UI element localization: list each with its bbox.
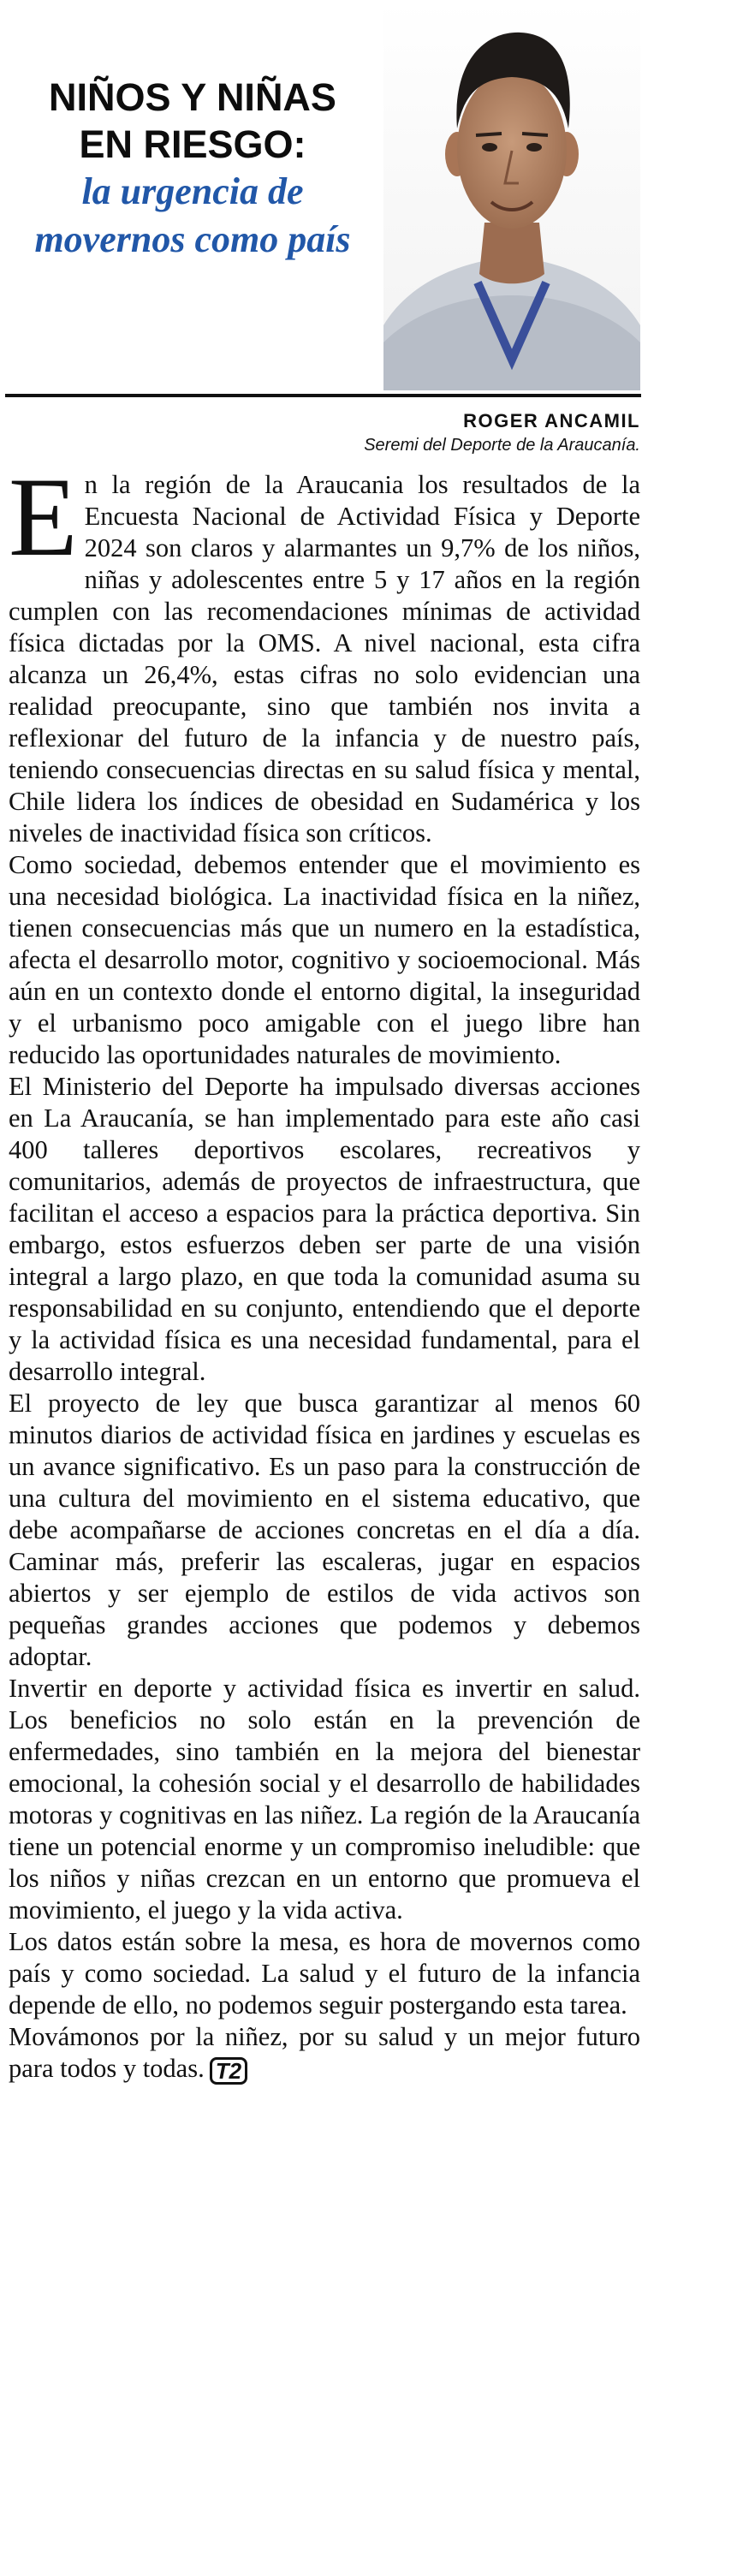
- paragraph-5: Invertir en deporte y actividad física es invertir en salud. Los beneficios no solo están en la prevención de enfermedades, sino también en la mejora del bienestar emocional, la cohesión social y el desarrollo de habilidades motoras y cognitivas en las niñez. La región de la Araucanía tiene un potencial enorme y un compromiso ineludible: que los niños y niñas crezcan en un entorno que promueva el movimiento, el juego y la vida activa.: [9, 1674, 640, 1925]
- paragraph-2: Como sociedad, debemos entender que el movimiento es una necesidad biológica. La inactividad física en la niñez, tienen consecuencias más que un numero en la estadística, afecta el desarrollo motor, cognitivo y socioemocional. Más aún en un contexto donde el entorno digital, la inseguridad y el urbanismo poco amigable con el juego libre han reducido las oportunidades naturales de movimiento.: [9, 850, 640, 1069]
- author-photo: [383, 0, 640, 390]
- paragraph-1: [9, 454, 640, 849]
- publication-logo: T2: [210, 2057, 247, 2085]
- paragraph-6: Los datos están sobre la mesa, es hora de movernos como país y como sociedad. La salud y el futuro de la infancia depende de ello, no podemos seguir postergando esta tarea.: [9, 1927, 640, 2020]
- paragraph-3: El Ministerio del Deporte ha impulsado diversas acciones en La Araucanía, se han implementado para este año casi 400 talleres deportivos escolares, recreativos y comunitarios, además de proyectos de infraestructura, que facilitan el acceso a espacios para la práctica deportiva. Sin embargo, estos esfuerzos deben ser parte de una visión integral a largo plazo, en que toda la comunidad asuma su responsabilidad en su conjunto, entendiendo que el deporte y la actividad física es una necesidad fundamental, para el desarrollo integral.: [9, 1072, 640, 1386]
- author-name: ROGER ANCAMIL: [463, 410, 640, 431]
- drop-cap: E: [9, 454, 78, 580]
- author-portrait-illustration: [383, 0, 640, 390]
- paragraph-7-text: Movámonos por la niñez, por su salud y un mejor futuro para todos y todas.: [9, 2022, 640, 2083]
- article-body: [9, 454, 640, 2085]
- author-byline: [364, 409, 640, 457]
- paragraph-7: [9, 2021, 640, 2085]
- author-role: Seremi del Deporte de la Araucanía.: [364, 436, 640, 455]
- header-divider: [5, 394, 641, 397]
- headline: [0, 74, 385, 264]
- paragraph-4: El proyecto de ley que busca garantizar al menos 60 minutos diarios de actividad física en jardines y escuelas es un avance significativo. Es un paso para la construcción de una cultura del movimiento en el sistema educativo, que debe acompañarse de acciones concretas en el día a día. Caminar más, preferir las escaleras, jugar en espacios abiertos y ser ejemplo de estilos de vida activos son pequeñas grandes acciones que podemos y debemos adoptar.: [9, 1389, 640, 1671]
- paragraph-1-text: n la región de la Araucania los resultados de la Encuesta Nacional de Actividad Física y Deporte 2024 son claros y alarmantes un 9,7% de los niños, niñas y adolescentes entre 5 y 17 años en la región cumplen con las recomendaciones mínimas de actividad física dictadas por la OMS. A nivel nacional, esta cifra alcanza un 26,4%, estas cifras no solo evidencian una realidad preocupante, sino que también nos invita a reflexionar del futuro de la infancia y de nuestro país, teniendo consecuencias directas en su salud física y mental, Chile lidera los índices de obesidad en Sudamérica y los niveles de inactividad física son críticos.: [9, 470, 640, 848]
- headline-subtitle-line-1: la urgencia de: [81, 170, 304, 212]
- headline-line-1: NIÑOS Y NIÑAS: [49, 75, 336, 119]
- headline-subtitle-line-2: movernos como país: [34, 218, 351, 260]
- headline-line-2: EN RIESGO:: [79, 122, 306, 166]
